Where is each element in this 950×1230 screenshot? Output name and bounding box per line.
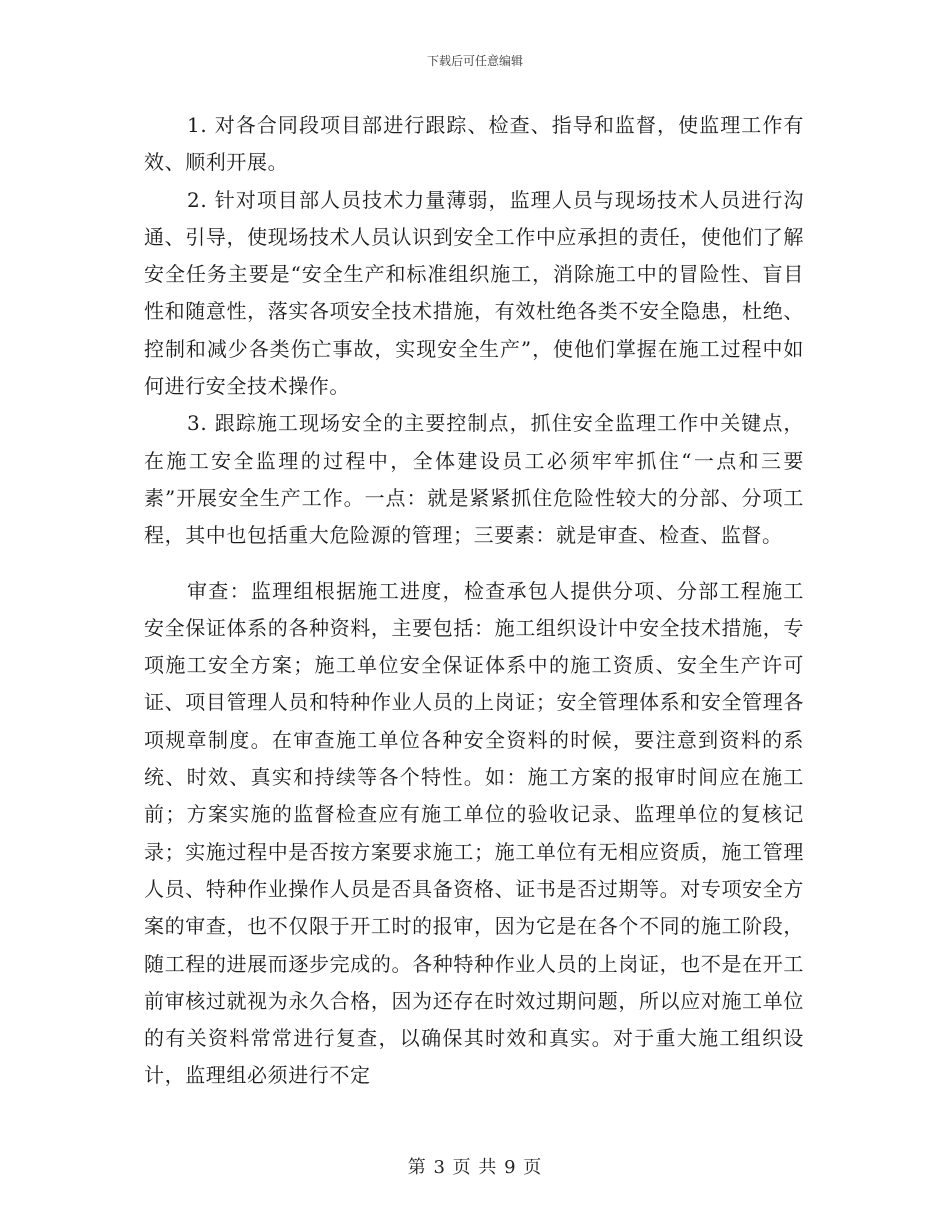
- paragraph-spacer: [144, 555, 804, 573]
- paragraph-review: 审查：监理组根据施工进度，检查承包人提供分项、分部工程施工安全保证体系的各种资料，主要包括：施工组织设计中安全技术措施，专项施工安全方案；施工单位安全保证体系中的施工资质、安全生产许可证、项目管理人员和特种作业人员的上岗证；安全管理体系和安全管理各项规章制度。在审查施工单位各种安全资料的时候，要注意到资料的系统、时效、真实和持续等各个特性。如：施工方案的报审时间应在施工前；方案实施的监督检查应有施工单位的验收记录、监理单位的复核记录；实施过程中是否按方案要求施工；施工单位有无相应资质，施工管理人员、特种作业操作人员是否具备资格、证书是否过期等。对专项安全方案的审查，也不仅限于开工时的报审，因为它是在各个不同的施工阶段，随工程的进展而逐步完成的。各种特种作业人员的上岗证，也不是在开工前审核过就视为永久合格，因为还存在时效过期问题，所以应对施工单位的有关资料常常进行复查，以确保其时效和真实。对于重大施工组织设计，监理组必须进行不定: [144, 578, 804, 1088]
- paragraph-item-3: 3. 跟踪施工现场安全的主要控制点，抓住安全监理工作中关键点，在施工安全监理的过程中，全体建设员工必须牢牢抓住“一点和三要素”开展安全生产工作。一点：就是紧紧抓住危险性较大的分部、分项工程，其中也包括重大危险源的管理；三要素：就是审查、检查、监督。: [144, 411, 804, 548]
- paragraph-item-1: 1. 对各合同段项目部进行跟踪、检查、指导和监督，使监理工作有效、顺利开展。: [144, 113, 804, 175]
- page-footer: 第 3 页 共 9 页: [407, 1157, 543, 1178]
- document-body: [144, 107, 804, 1095]
- page-header: 下载后可任意编辑: [426, 54, 523, 68]
- paragraph-item-2: 2. 针对项目部人员技术力量薄弱，监理人员与现场技术人员进行沟通、引导，使现场技术人员认识到安全工作中应承担的责任，使他们了解安全任务主要是“安全生产和标准组织施工，消除施工中的冒险性、盲目性和随意性，落实各项安全技术措施，有效杜绝各类不安全隐患，杜绝、控制和减少各类伤亡事故，实现安全生产”，使他们掌握在施工过程中如何进行安全技术操作。: [144, 187, 804, 399]
